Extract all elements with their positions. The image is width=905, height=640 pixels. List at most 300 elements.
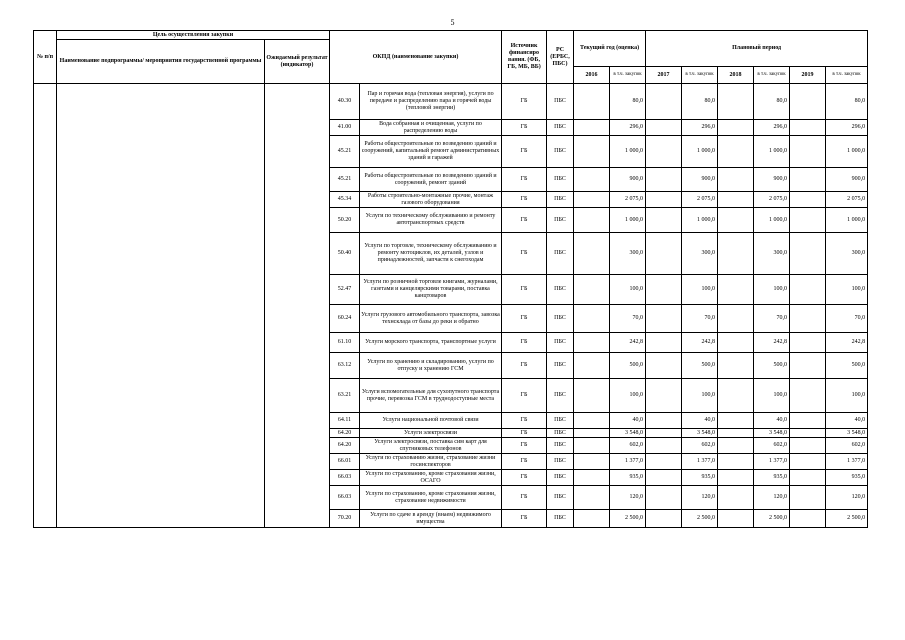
row-2019-incl: 296,0 (826, 120, 868, 136)
row-2016 (574, 305, 610, 333)
row-num (34, 275, 57, 305)
row-2017 (646, 275, 682, 305)
header-year-2017: 2017 (646, 67, 682, 84)
row-okpd-name: Услуги морского транспорта, транспортные услуги (360, 333, 502, 353)
row-okpd-name: Работы общестроительные по возведению зданий и сооружений, капитальный ремонт административных зданий и гаражей (360, 136, 502, 168)
header-num: № п/п (34, 31, 57, 84)
row-2018-incl: 300,0 (754, 233, 790, 275)
row-source: ГБ (502, 192, 547, 208)
row-rs: ПБС (547, 510, 574, 528)
row-2016 (574, 454, 610, 470)
table-row (34, 510, 868, 528)
row-source: ГБ (502, 168, 547, 192)
table-row (34, 233, 868, 275)
row-2018 (718, 429, 754, 438)
row-2016-incl: 500,0 (610, 353, 646, 379)
row-result (265, 454, 330, 470)
row-2017 (646, 486, 682, 510)
page-number: 5 (450, 18, 455, 27)
row-result (265, 353, 330, 379)
row-2016 (574, 510, 610, 528)
row-2016-incl: 296,0 (610, 120, 646, 136)
row-2019-incl: 500,0 (826, 353, 868, 379)
row-source: ГБ (502, 429, 547, 438)
row-2019 (790, 510, 826, 528)
row-rs: ПБС (547, 454, 574, 470)
row-result (265, 379, 330, 413)
row-2018 (718, 413, 754, 429)
row-2017-incl: 70,0 (682, 305, 718, 333)
row-2017-incl: 2 500,0 (682, 510, 718, 528)
row-okpd-code: 45.34 (330, 192, 360, 208)
row-2016 (574, 379, 610, 413)
row-2019-incl: 935,0 (826, 470, 868, 486)
row-2016-incl: 120,0 (610, 486, 646, 510)
row-2017-incl: 100,0 (682, 379, 718, 413)
row-okpd-code: 45.21 (330, 168, 360, 192)
table-row (34, 379, 868, 413)
row-subprogram (57, 333, 265, 353)
row-2016-incl: 70,0 (610, 305, 646, 333)
row-rs: ПБС (547, 486, 574, 510)
header-incl-2018: в т.ч. закупок (754, 67, 790, 84)
row-2016-incl: 2 500,0 (610, 510, 646, 528)
row-rs: ПБС (547, 413, 574, 429)
row-okpd-code: 41.00 (330, 120, 360, 136)
row-result (265, 438, 330, 454)
row-2016 (574, 136, 610, 168)
header-source: Источник финансиро вания. (ФБ, ГБ, МБ, ВБ) (502, 31, 547, 84)
row-2018 (718, 136, 754, 168)
row-2017 (646, 510, 682, 528)
row-2017 (646, 438, 682, 454)
table-row (34, 208, 868, 233)
row-2018 (718, 454, 754, 470)
row-2016 (574, 470, 610, 486)
row-2018 (718, 510, 754, 528)
row-rs: ПБС (547, 305, 574, 333)
row-2017-incl: 296,0 (682, 120, 718, 136)
row-2018 (718, 208, 754, 233)
row-2017-incl: 500,0 (682, 353, 718, 379)
row-source: ГБ (502, 208, 547, 233)
row-2018-incl: 1 000,0 (754, 208, 790, 233)
row-result (265, 208, 330, 233)
row-2017 (646, 353, 682, 379)
row-source: ГБ (502, 379, 547, 413)
row-okpd-code: 64.11 (330, 413, 360, 429)
row-rs: ПБС (547, 84, 574, 120)
row-subprogram (57, 353, 265, 379)
row-2016 (574, 233, 610, 275)
row-2016-incl: 3 548,0 (610, 429, 646, 438)
row-subprogram (57, 136, 265, 168)
row-2016-incl: 100,0 (610, 275, 646, 305)
row-2016 (574, 192, 610, 208)
header-incl-2017: в т.ч. закупок (682, 67, 718, 84)
header-result: Ожидаемый результат (индикатор) (265, 40, 330, 84)
row-num (34, 429, 57, 438)
row-2019-incl: 1 000,0 (826, 208, 868, 233)
row-result (265, 84, 330, 120)
row-2019 (790, 438, 826, 454)
row-okpd-code: 60.24 (330, 305, 360, 333)
row-okpd-code: 64.20 (330, 438, 360, 454)
row-2018-incl: 80,0 (754, 84, 790, 120)
row-2017-incl: 242,8 (682, 333, 718, 353)
row-2017 (646, 429, 682, 438)
row-result (265, 470, 330, 486)
header-subprogram: Наименование подпрограммы/ мероприятия государственной программы (57, 40, 265, 84)
table-row (34, 429, 868, 438)
row-2019-incl: 900,0 (826, 168, 868, 192)
header-planned-period: Плановый период (646, 31, 868, 67)
row-2016-incl: 100,0 (610, 379, 646, 413)
row-2017 (646, 333, 682, 353)
row-2017-incl: 1 000,0 (682, 208, 718, 233)
table-row (34, 454, 868, 470)
row-2019-incl: 120,0 (826, 486, 868, 510)
row-2019-incl: 2 075,0 (826, 192, 868, 208)
row-okpd-code: 52.47 (330, 275, 360, 305)
row-num (34, 120, 57, 136)
row-result (265, 429, 330, 438)
row-2016-incl: 1 000,0 (610, 136, 646, 168)
row-2017 (646, 379, 682, 413)
row-rs: ПБС (547, 438, 574, 454)
row-result (265, 333, 330, 353)
row-subprogram (57, 486, 265, 510)
row-2016-incl: 935,0 (610, 470, 646, 486)
row-2018 (718, 192, 754, 208)
row-result (265, 120, 330, 136)
row-2016 (574, 438, 610, 454)
row-result (265, 413, 330, 429)
row-2019 (790, 275, 826, 305)
row-2018-incl: 3 548,0 (754, 429, 790, 438)
row-2018-incl: 296,0 (754, 120, 790, 136)
row-2016-incl: 1 377,0 (610, 454, 646, 470)
row-2017 (646, 233, 682, 275)
row-2018 (718, 353, 754, 379)
row-2019 (790, 192, 826, 208)
row-num (34, 84, 57, 120)
row-okpd-name: Услуги электросвязи (360, 429, 502, 438)
row-2018-incl: 935,0 (754, 470, 790, 486)
row-source: ГБ (502, 353, 547, 379)
table-row (34, 413, 868, 429)
row-2016-incl: 242,8 (610, 333, 646, 353)
row-source: ГБ (502, 470, 547, 486)
row-2019 (790, 429, 826, 438)
row-source: ГБ (502, 438, 547, 454)
row-rs: ПБС (547, 275, 574, 305)
row-2016-incl: 300,0 (610, 233, 646, 275)
row-result (265, 168, 330, 192)
row-2019 (790, 353, 826, 379)
row-2017 (646, 168, 682, 192)
row-2019-incl: 300,0 (826, 233, 868, 275)
row-2016 (574, 84, 610, 120)
row-num (34, 454, 57, 470)
row-2019-incl: 100,0 (826, 379, 868, 413)
row-2018 (718, 333, 754, 353)
row-2019-incl: 602,0 (826, 438, 868, 454)
row-2018 (718, 275, 754, 305)
row-2018-incl: 1 000,0 (754, 136, 790, 168)
row-2018-incl: 40,0 (754, 413, 790, 429)
row-2018-incl: 100,0 (754, 379, 790, 413)
header-year-2016: 2016 (574, 67, 610, 84)
row-num (34, 353, 57, 379)
row-2018 (718, 379, 754, 413)
row-subprogram (57, 429, 265, 438)
table-row (34, 136, 868, 168)
row-subprogram (57, 454, 265, 470)
row-2017-incl: 100,0 (682, 275, 718, 305)
row-source: ГБ (502, 486, 547, 510)
row-2019 (790, 305, 826, 333)
row-2016 (574, 275, 610, 305)
row-2018-incl: 2 500,0 (754, 510, 790, 528)
row-2017-incl: 1 377,0 (682, 454, 718, 470)
row-okpd-name: Услуги по хранению и складированию, услуги по отпуску и хранению ГСМ (360, 353, 502, 379)
row-2016 (574, 208, 610, 233)
row-2016 (574, 333, 610, 353)
row-okpd-name: Услуги национальной почтовой связи (360, 413, 502, 429)
row-2018 (718, 84, 754, 120)
row-okpd-code: 64.20 (330, 429, 360, 438)
row-2019-incl: 242,8 (826, 333, 868, 353)
row-result (265, 486, 330, 510)
row-2019 (790, 333, 826, 353)
row-source: ГБ (502, 275, 547, 305)
row-2019-incl: 100,0 (826, 275, 868, 305)
table-row (34, 353, 868, 379)
row-2018-incl: 70,0 (754, 305, 790, 333)
row-2016 (574, 429, 610, 438)
row-2017 (646, 136, 682, 168)
row-num (34, 136, 57, 168)
row-okpd-name: Работы общестроительные по возведению зданий и сооружений, ремонт зданий (360, 168, 502, 192)
row-okpd-name: Пар и горячая вода (тепловая энергия), услуги по передаче и распределению пара и горячей воды (тепловой энергии) (360, 84, 502, 120)
row-source: ГБ (502, 136, 547, 168)
row-2017-incl: 300,0 (682, 233, 718, 275)
row-okpd-code: 50.40 (330, 233, 360, 275)
row-2019 (790, 208, 826, 233)
row-2016 (574, 486, 610, 510)
row-num (34, 438, 57, 454)
row-source: ГБ (502, 454, 547, 470)
row-okpd-name: Услуги грузового автомобильного транспорта, завозка технсклада от базы до реки и обратно (360, 305, 502, 333)
row-rs: ПБС (547, 333, 574, 353)
row-2019 (790, 454, 826, 470)
table-row (34, 120, 868, 136)
row-source: ГБ (502, 233, 547, 275)
row-rs: ПБС (547, 233, 574, 275)
row-rs: ПБС (547, 429, 574, 438)
row-2018 (718, 168, 754, 192)
row-subprogram (57, 510, 265, 528)
row-2017-incl: 1 000,0 (682, 136, 718, 168)
row-num (34, 208, 57, 233)
header-okpd: ОКПД (наименование закупки) (330, 31, 502, 84)
row-num (34, 486, 57, 510)
row-2016 (574, 120, 610, 136)
row-okpd-name: Услуги по торговле, техническому обслуживанию и ремонту мотоциклов, их деталей, узлов и принадлежностей, запчасти к снегоходам (360, 233, 502, 275)
row-2016-incl: 2 075,0 (610, 192, 646, 208)
row-source: ГБ (502, 305, 547, 333)
row-2018-incl: 602,0 (754, 438, 790, 454)
row-rs: ПБС (547, 208, 574, 233)
row-2018 (718, 470, 754, 486)
row-okpd-name: Услуги вспомогательные для сухопутного транспорта прочие, перевозка ГСМ в труднодоступные места (360, 379, 502, 413)
row-2018 (718, 305, 754, 333)
row-okpd-name: Услуги по техническому обслуживанию и ремонту автотранспортных средств (360, 208, 502, 233)
row-okpd-code: 40.30 (330, 84, 360, 120)
row-2017 (646, 305, 682, 333)
row-2016-incl: 40,0 (610, 413, 646, 429)
row-2017 (646, 120, 682, 136)
header-current-year: Текущий год (оценка) (574, 31, 646, 67)
row-subprogram (57, 438, 265, 454)
row-result (265, 275, 330, 305)
row-rs: ПБС (547, 379, 574, 413)
row-2018-incl: 242,8 (754, 333, 790, 353)
table-row (34, 192, 868, 208)
row-subprogram (57, 233, 265, 275)
row-num (34, 233, 57, 275)
row-2019 (790, 233, 826, 275)
row-2019-incl: 1 377,0 (826, 454, 868, 470)
row-2018-incl: 1 377,0 (754, 454, 790, 470)
row-okpd-code: 66.03 (330, 470, 360, 486)
row-2018-incl: 100,0 (754, 275, 790, 305)
table-row (34, 168, 868, 192)
table-row (34, 275, 868, 305)
row-source: ГБ (502, 84, 547, 120)
row-2018 (718, 233, 754, 275)
row-2018-incl: 500,0 (754, 353, 790, 379)
row-okpd-code: 70.20 (330, 510, 360, 528)
header-rs: РС (ЕРБС, ПБС) (547, 31, 574, 84)
row-2019 (790, 168, 826, 192)
row-2016-incl: 602,0 (610, 438, 646, 454)
row-subprogram (57, 275, 265, 305)
row-okpd-code: 50.20 (330, 208, 360, 233)
row-okpd-code: 61.10 (330, 333, 360, 353)
row-source: ГБ (502, 510, 547, 528)
table-row (34, 486, 868, 510)
row-2019 (790, 84, 826, 120)
row-2016 (574, 168, 610, 192)
table-row (34, 333, 868, 353)
row-2017-incl: 40,0 (682, 413, 718, 429)
row-2017-incl: 2 075,0 (682, 192, 718, 208)
row-2016-incl: 80,0 (610, 84, 646, 120)
row-2019 (790, 486, 826, 510)
row-okpd-code: 63.12 (330, 353, 360, 379)
table-row (34, 305, 868, 333)
row-2018 (718, 486, 754, 510)
row-subprogram (57, 413, 265, 429)
row-rs: ПБС (547, 168, 574, 192)
row-subprogram (57, 305, 265, 333)
row-rs: ПБС (547, 136, 574, 168)
row-2017-incl: 602,0 (682, 438, 718, 454)
row-2017 (646, 454, 682, 470)
row-num (34, 379, 57, 413)
row-rs: ПБС (547, 353, 574, 379)
row-2017 (646, 84, 682, 120)
row-2016 (574, 413, 610, 429)
row-num (34, 192, 57, 208)
row-2019-incl: 2 500,0 (826, 510, 868, 528)
row-2017-incl: 3 548,0 (682, 429, 718, 438)
row-rs: ПБС (547, 470, 574, 486)
row-subprogram (57, 379, 265, 413)
row-okpd-name: Вода собранная и очищенная, услуги по распределению воды (360, 120, 502, 136)
row-subprogram (57, 192, 265, 208)
row-2019-incl: 70,0 (826, 305, 868, 333)
row-subprogram (57, 84, 265, 120)
header-year-2018: 2018 (718, 67, 754, 84)
row-2018 (718, 438, 754, 454)
row-okpd-name: Услуги по сдаче в аренду (внаем) недвижимого имущества (360, 510, 502, 528)
row-okpd-name: Услуги по страхованию, кроме страхования жизни, страхование недвижимости (360, 486, 502, 510)
row-okpd-code: 63.21 (330, 379, 360, 413)
row-okpd-name: Услуги по страхованию жизни, страхование жизни госинспекторов (360, 454, 502, 470)
row-2017-incl: 120,0 (682, 486, 718, 510)
row-2017 (646, 208, 682, 233)
row-2019 (790, 413, 826, 429)
row-2016-incl: 1 000,0 (610, 208, 646, 233)
row-2018 (718, 120, 754, 136)
row-2019 (790, 470, 826, 486)
row-num (34, 333, 57, 353)
row-2016-incl: 900,0 (610, 168, 646, 192)
row-result (265, 305, 330, 333)
row-okpd-name: Услуги по страхованию, кроме страхования жизни, ОСАГО (360, 470, 502, 486)
row-okpd-name: Услуги по розничной торговле книгами, журналами, газетами и канцелярскими товарами, поставка канцтоваров (360, 275, 502, 305)
row-2019 (790, 120, 826, 136)
row-num (34, 470, 57, 486)
row-subprogram (57, 208, 265, 233)
row-rs: ПБС (547, 120, 574, 136)
row-subprogram (57, 120, 265, 136)
row-subprogram (57, 470, 265, 486)
row-subprogram (57, 168, 265, 192)
row-source: ГБ (502, 333, 547, 353)
row-2019 (790, 136, 826, 168)
row-num (34, 510, 57, 528)
row-source: ГБ (502, 120, 547, 136)
header-goal-group: Цель осуществления закупки (57, 31, 330, 40)
row-num (34, 168, 57, 192)
row-okpd-code: 66.01 (330, 454, 360, 470)
row-2018-incl: 2 075,0 (754, 192, 790, 208)
row-source: ГБ (502, 413, 547, 429)
row-result (265, 192, 330, 208)
row-2019-incl: 40,0 (826, 413, 868, 429)
procurement-table (33, 30, 868, 528)
row-okpd-name: Работы строительно-монтажные прочие, монтаж газового оборудования (360, 192, 502, 208)
row-2017 (646, 413, 682, 429)
header-incl-2016: в т.ч. закупок (610, 67, 646, 84)
header-incl-2019: в т.ч. закупок (826, 67, 868, 84)
table-row (34, 84, 868, 120)
row-num (34, 305, 57, 333)
